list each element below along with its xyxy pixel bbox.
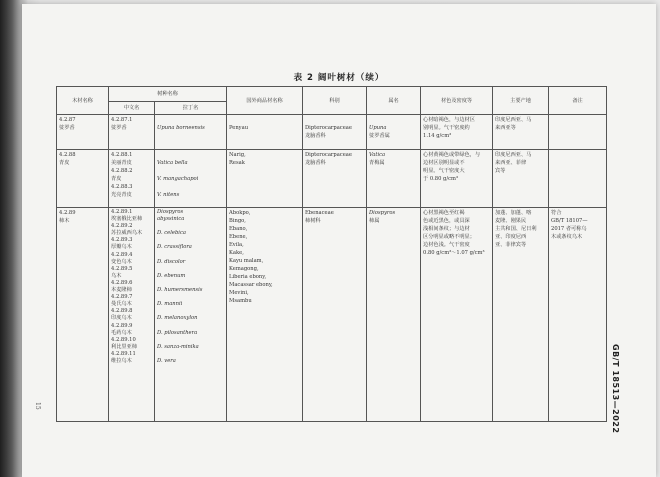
- genus-line: Diospyros: [369, 210, 396, 216]
- header-remarks: 备注: [549, 87, 607, 115]
- header-species-name: 树种名称: [109, 87, 227, 102]
- cell-remarks: [549, 150, 607, 208]
- species-chinese: 印度乌木: [111, 315, 132, 322]
- latin-line: [157, 308, 224, 315]
- latin-line: [157, 252, 224, 259]
- latin-line: D. crassiflora: [157, 244, 192, 251]
- latin-line: V. mangachapoi: [157, 176, 199, 182]
- latin-line: D. sanza-minika: [157, 343, 199, 350]
- species-code: 4.2.89.1: [111, 209, 133, 215]
- cell-color: [421, 208, 493, 422]
- header-family: 科别: [303, 87, 367, 115]
- foreign-line: Macassar ebony,: [229, 282, 273, 288]
- color-line: 0.80 g/cm³～1.07 g/cm³: [423, 250, 485, 256]
- foreign-line: Ebene,: [229, 234, 248, 240]
- cell-latin: [155, 208, 227, 422]
- species-chinese: 维拉乌木: [111, 357, 132, 364]
- remarks-line: 木或条纹乌木: [551, 234, 583, 240]
- foreign-line: Msambu: [229, 298, 252, 304]
- species-chinese: 埃塞俄比亚柿: [111, 216, 143, 223]
- cell-foreign: [227, 115, 303, 150]
- cell-genus: [367, 115, 421, 150]
- genus-line: Vatica: [369, 152, 386, 158]
- latin-line: D. mannii: [157, 301, 183, 308]
- origin-line: 亚、菲律宾等: [495, 242, 527, 248]
- species-code: 4.2.89.11: [111, 350, 136, 357]
- cell-origin: [493, 115, 549, 150]
- origin-line: 来西亚等: [495, 125, 516, 131]
- species-code: 4.2.87.1: [111, 117, 133, 123]
- foreign-line: Resak: [229, 160, 245, 166]
- species-chinese: 曼氏乌木: [111, 301, 132, 308]
- latin-line: [157, 151, 224, 159]
- remarks-line: 2017 者可称乌: [551, 226, 587, 232]
- foreign-line: [229, 116, 300, 124]
- genus-line: 青梅属: [369, 160, 385, 166]
- header-genus: 属名: [367, 87, 421, 115]
- latin-line: [157, 280, 224, 287]
- species-chinese: 苏拉威西乌木: [111, 230, 143, 237]
- remarks-line: 符合: [551, 210, 562, 216]
- origin-line: 印度尼西亚、马: [495, 152, 532, 158]
- cell-timber: [57, 208, 109, 422]
- latin-line: D. ebenum: [157, 272, 186, 279]
- color-line: 心材暗褐色，与边材区: [423, 117, 475, 123]
- latin-line: Vatica bella: [157, 160, 188, 166]
- foreign-line: Kayu malam,: [229, 258, 264, 264]
- cell-chinese: [109, 115, 155, 150]
- family-line: Dipterocarpaceae: [305, 152, 352, 158]
- genus-line: Upuna: [369, 125, 387, 131]
- color-line: 于 0.80 g/cm³: [423, 176, 459, 182]
- latin-line: [157, 116, 224, 124]
- cell-family: [303, 208, 367, 422]
- origin-line: 主共和国、尼日利: [495, 226, 537, 232]
- table-row: [57, 150, 607, 208]
- latin-line: D. celebica: [157, 230, 186, 237]
- cell-timber: [57, 115, 109, 150]
- cell-family: [303, 150, 367, 208]
- header-chinese-name: 中文名: [109, 102, 155, 115]
- species-code: 4.2.88.2: [111, 168, 133, 174]
- table-row: [57, 208, 607, 422]
- family-line: [305, 116, 364, 124]
- timber-name: 娑罗香: [59, 125, 75, 131]
- table-title: 表 2 阔叶树材（续）: [293, 73, 385, 83]
- timber-code: 4.2.87: [59, 117, 76, 123]
- origin-line: 印度尼西亚、马: [495, 117, 532, 123]
- species-chinese: 青皮: [111, 176, 122, 182]
- foreign-line: Narig,: [229, 152, 246, 158]
- species-code: 4.2.89.10: [111, 336, 136, 343]
- species-chinese: 乌木: [111, 272, 122, 279]
- cell-remarks: [549, 115, 607, 150]
- latin-line: [157, 294, 224, 301]
- foreign-line: Penyau: [229, 125, 249, 131]
- standard-code: GB/T 18513—2022: [611, 344, 620, 434]
- cell-chinese: [109, 150, 155, 208]
- origin-line: 亚、印度尼西: [495, 234, 527, 240]
- species-chinese: 变色乌木: [111, 258, 132, 265]
- origin-line: 来西亚、菲律: [495, 160, 527, 166]
- latin-line: D. melanoxylon: [157, 315, 198, 322]
- species-chinese: 本麦隆柿: [111, 287, 132, 294]
- cell-genus: [367, 150, 421, 208]
- family-line: 龙脑香科: [305, 160, 326, 166]
- species-chinese: 毛药乌木: [111, 329, 132, 336]
- species-code: 4.2.89.4: [111, 251, 133, 258]
- family-line: Ebenaceae: [305, 210, 334, 216]
- table-row: [57, 115, 607, 150]
- header-color-density: 材色及密度等: [421, 87, 493, 115]
- cell-latin: [155, 150, 227, 208]
- color-line: 明显。气干密度大: [423, 168, 465, 174]
- foreign-line: Evila,: [229, 242, 244, 248]
- cell-foreign: [227, 208, 303, 422]
- family-line: 龙脑香科: [305, 133, 326, 139]
- timber-name: 青皮: [59, 160, 70, 166]
- foreign-line: Ebano,: [229, 226, 248, 232]
- cell-origin: [493, 150, 549, 208]
- cell-latin: [155, 115, 227, 150]
- color-line: 边材色浅。气干密度: [423, 242, 470, 248]
- species-code: 4.2.89.8: [111, 308, 133, 315]
- genus-line: [369, 116, 418, 124]
- header-timber-name: 木材名称: [57, 87, 109, 115]
- species-code: 4.2.88.1: [111, 152, 133, 158]
- latin-line: V. nitens: [157, 192, 180, 198]
- species-chinese: 利比里亚柿: [111, 343, 137, 350]
- species-code: 4.2.89.5: [111, 265, 133, 272]
- latin-line: Diospyros: [157, 209, 184, 215]
- foreign-line: Mevini,: [229, 290, 249, 296]
- foreign-line: Abokpo,: [229, 210, 251, 216]
- cell-timber: [57, 150, 109, 208]
- origin-line: 麦隆、刚果民: [495, 218, 527, 224]
- header-origin: 主要产地: [493, 87, 549, 115]
- color-line: 心材黑褐色至红褐: [423, 210, 465, 216]
- species-code: 4.2.89.3: [111, 237, 133, 244]
- remarks-line: GB/T 18107—: [551, 218, 588, 224]
- timber-code: 4.2.89: [59, 210, 76, 216]
- latin-line: abyssinica: [157, 216, 185, 223]
- origin-line: 加蓬、加蓬、喀: [495, 210, 532, 216]
- color-line: 色或近黑色，或具深: [423, 218, 470, 224]
- cell-foreign: [227, 150, 303, 208]
- latin-line: [157, 323, 224, 330]
- cell-chinese: [109, 208, 155, 422]
- cell-color: [421, 150, 493, 208]
- family-line: 柿树科: [305, 218, 321, 224]
- latin-line: [157, 237, 224, 244]
- genus-line: 柿属: [369, 218, 380, 224]
- species-code: 4.2.88.3: [111, 184, 133, 190]
- foreign-line: Liberia ebony,: [229, 274, 267, 280]
- latin-line: [157, 266, 224, 273]
- color-line: 心材黄褐色或带绿色，与: [423, 152, 481, 158]
- foreign-line: Bingo,: [229, 218, 246, 224]
- timber-name: 柿木: [59, 218, 70, 224]
- species-code: 4.2.89.2: [111, 223, 133, 230]
- latin-line: [157, 351, 224, 358]
- origin-line: 宾等: [495, 168, 506, 174]
- cell-remarks: [549, 208, 607, 422]
- species-chinese: 厚瓣乌木: [111, 244, 132, 251]
- latin-line: D. vera: [157, 357, 176, 364]
- foreign-line: Kemagong,: [229, 266, 259, 272]
- header-foreign-trade-name: 国外商品材名称: [227, 87, 303, 115]
- species-code: 4.2.89.6: [111, 279, 133, 286]
- color-line: 浅相间条纹；与边材: [423, 226, 470, 232]
- color-line: 别明显。气干密度约: [423, 125, 470, 131]
- foreign-line: Kake,: [229, 250, 244, 256]
- family-line: Dipterocarpaceae: [305, 125, 352, 131]
- species-chinese: 娑罗香: [111, 125, 127, 131]
- cell-genus: [367, 208, 421, 422]
- color-line: 区分明显或略不明显；: [423, 234, 475, 240]
- latin-line: D. pilosanthera: [157, 329, 198, 336]
- cell-color: [421, 115, 493, 150]
- document-page: [22, 4, 656, 477]
- species-chinese: 美丽青皮: [111, 160, 132, 166]
- latin-line: Upuna borneensis: [157, 125, 205, 131]
- cell-family: [303, 115, 367, 150]
- latin-line: [157, 223, 224, 230]
- header-latin-name: 拉丁名: [155, 102, 227, 115]
- latin-line: D. discolor: [157, 258, 186, 265]
- latin-line: [157, 337, 224, 344]
- timber-table: [56, 86, 607, 422]
- species-code: 4.2.89.7: [111, 294, 133, 301]
- cell-origin: [493, 208, 549, 422]
- genus-line: 娑罗香属: [369, 133, 390, 139]
- latin-line: D. humersmensis: [157, 287, 203, 294]
- page-number: 15: [34, 402, 41, 410]
- latin-line: [157, 183, 224, 191]
- color-line: 1.14 g/cm³: [423, 133, 452, 139]
- latin-line: [157, 167, 224, 175]
- species-code: 4.2.89.9: [111, 322, 133, 329]
- color-line: 边材区别明显或不: [423, 160, 465, 166]
- species-chinese: 光亮青皮: [111, 192, 132, 198]
- timber-code: 4.2.88: [59, 152, 76, 158]
